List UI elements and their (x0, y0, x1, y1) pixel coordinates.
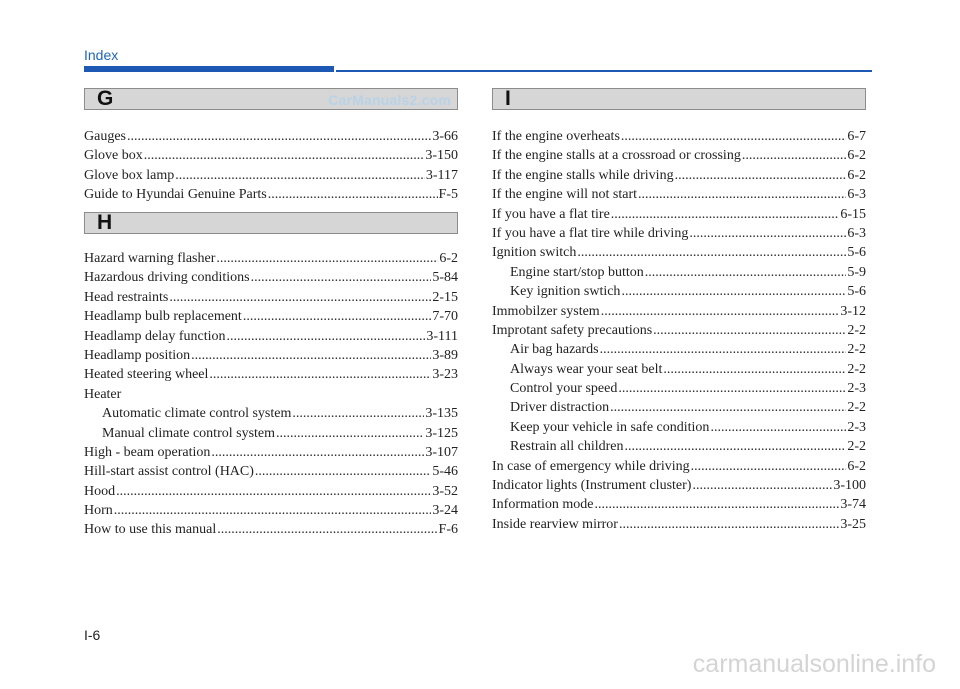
entry-page: 7-70 (432, 309, 458, 325)
section-bar-h (84, 212, 458, 234)
entry-label: Automatic climate control system (102, 406, 292, 422)
entry-label: Heater (84, 386, 122, 402)
entry-label: If the engine stalls while driving (492, 167, 674, 183)
index-entry (84, 148, 458, 167)
entry-page: 2-15 (432, 289, 458, 305)
index-entry (84, 290, 458, 309)
index-entry (492, 129, 866, 148)
entry-label: Gauges (84, 129, 126, 144)
header-rule-thick (84, 66, 334, 72)
index-entry (84, 187, 458, 206)
entry-label: Glove box lamp (84, 167, 175, 183)
entry-page: 3-111 (426, 328, 458, 344)
entry-page: 5-84 (432, 270, 458, 286)
entry-label: Immobilzer system (492, 303, 600, 319)
entry-label: Headlamp position (84, 347, 191, 363)
index-entry (492, 207, 866, 226)
index-list-h (84, 251, 458, 542)
index-entry (84, 445, 458, 464)
entry-label: Keep your vehicle in safe condition (510, 419, 710, 435)
entry-label: Ignition switch (492, 245, 577, 261)
entry-label: Hill-start assist control (HAC) (84, 464, 254, 480)
index-entry (492, 304, 866, 323)
index-entry (84, 251, 458, 270)
entry-label: In case of emergency while driving (492, 458, 690, 474)
entry-page: 5-6 (847, 284, 866, 300)
entry-label: Head restraints (84, 289, 169, 305)
entry-page: 3-107 (425, 444, 458, 460)
entry-page: 3-24 (432, 503, 458, 519)
entry-label: Driver distraction (510, 400, 610, 416)
entry-label: If the engine will not start (492, 187, 638, 203)
index-subentry (84, 426, 458, 445)
entry-label: Always wear your seat belt (510, 361, 663, 377)
entry-label: Headlamp delay function (84, 328, 226, 344)
index-entry (492, 245, 866, 264)
index-subentry (492, 265, 866, 284)
entry-page: F-5 (438, 187, 458, 203)
page-header-title: Index (84, 47, 119, 63)
index-entry (84, 270, 458, 289)
entry-page: 5-6 (847, 245, 866, 261)
entry-page: 2-2 (847, 400, 866, 416)
entry-label: Inside rearview mirror (492, 516, 618, 532)
entry-label: Key ignition swtich (510, 284, 621, 300)
section-letter-g: G (97, 87, 114, 110)
index-subentry (84, 406, 458, 425)
entry-label: Manual climate control system (102, 425, 276, 441)
entry-page: 5-46 (432, 464, 458, 480)
index-entry (84, 464, 458, 483)
index-entry (84, 387, 458, 406)
index-entry (492, 459, 866, 478)
entry-label: Heated steering wheel (84, 367, 209, 383)
entry-page: 2-2 (847, 342, 866, 358)
entry-label: If you have a flat tire while driving (492, 225, 689, 241)
index-entry (84, 329, 458, 348)
section-letter-i: I (505, 87, 511, 110)
index-entry (84, 522, 458, 541)
watermark-carmanualsonline[interactable]: carmanualsonline.info (692, 650, 936, 678)
entry-label: Hazard warning flasher (84, 251, 216, 266)
entry-page: 3-135 (425, 406, 458, 422)
entry-page: 6-3 (847, 187, 866, 203)
entry-page: 6-2 (847, 167, 866, 183)
index-list-i (492, 129, 866, 536)
index-subentry (492, 342, 866, 361)
index-entry (84, 503, 458, 522)
entry-label: Guide to Hyundai Genuine Parts (84, 187, 267, 203)
entry-page: F-6 (438, 522, 458, 538)
entry-label: Information mode (492, 497, 594, 513)
index-entry (84, 129, 458, 148)
entry-label: Hood (84, 483, 116, 499)
entry-page: 3-25 (840, 516, 866, 532)
entry-label: Glove box (84, 148, 143, 164)
entry-label: Improtant safety precautions (492, 322, 653, 338)
index-entry (492, 323, 866, 342)
entry-page: 2-3 (847, 381, 866, 397)
entry-label: Headlamp bulb replacement (84, 309, 242, 325)
entry-label: Horn (84, 503, 113, 519)
entry-page: 3-74 (840, 497, 866, 513)
entry-label: If you have a flat tire (492, 206, 610, 222)
entry-page: 6-7 (847, 129, 866, 144)
entry-page: 3-100 (833, 478, 866, 494)
index-entry (492, 497, 866, 516)
entry-label: High - beam operation (84, 444, 211, 460)
entry-page: 6-15 (840, 206, 866, 222)
index-entry (84, 348, 458, 367)
entry-page: 6-3 (847, 225, 866, 241)
entry-page: 3-150 (425, 148, 458, 164)
entry-page: 3-117 (425, 167, 458, 183)
entry-label: Air bag hazards (510, 342, 599, 358)
index-entry (492, 168, 866, 187)
index-entry (492, 517, 866, 536)
entry-page: 3-125 (425, 425, 458, 441)
entry-page: 5-9 (847, 264, 866, 280)
index-subentry (492, 420, 866, 439)
index-subentry (492, 362, 866, 381)
page-number: I-6 (84, 627, 101, 643)
entry-page: 2-2 (847, 361, 866, 377)
index-subentry (492, 439, 866, 458)
entry-page: 3-89 (432, 347, 458, 363)
index-subentry (492, 400, 866, 419)
section-bar-i (492, 88, 866, 110)
entry-page: 3-12 (840, 303, 866, 319)
entry-label: Indicator lights (Instrument cluster) (492, 478, 692, 494)
index-list-g (84, 129, 458, 207)
entry-page: 6-2 (847, 458, 866, 474)
entry-page: 3-23 (432, 367, 458, 383)
entry-page: 2-3 (847, 419, 866, 435)
entry-page: 6-2 (439, 251, 458, 266)
section-bar-g (84, 88, 458, 110)
index-entry (492, 478, 866, 497)
entry-label: If the engine overheats (492, 129, 620, 144)
header-rule-thin (336, 70, 872, 72)
entry-label: Control your speed (510, 381, 618, 397)
index-entry (84, 484, 458, 503)
index-entry (84, 309, 458, 328)
entry-label: Hazardous driving conditions (84, 270, 250, 286)
entry-page: 6-2 (847, 148, 866, 164)
watermark-carmanuals2[interactable]: CarManuals2.com (328, 92, 451, 108)
entry-page: 3-66 (432, 129, 458, 144)
entry-label: If the engine stalls at a crossroad or crossing (492, 148, 741, 164)
entry-label: How to use this manual (84, 522, 217, 538)
index-entry (84, 168, 458, 187)
entry-label: Engine start/stop button (510, 264, 644, 280)
entry-page: 2-2 (847, 322, 866, 338)
entry-page: 3-52 (432, 483, 458, 499)
index-entry (492, 226, 866, 245)
index-subentry (492, 284, 866, 303)
index-subentry (492, 381, 866, 400)
entry-page: 2-2 (847, 439, 866, 455)
entry-label: Restrain all children (510, 439, 624, 455)
section-letter-h: H (97, 211, 113, 234)
index-entry (492, 187, 866, 206)
index-entry (492, 148, 866, 167)
index-entry (84, 367, 458, 386)
